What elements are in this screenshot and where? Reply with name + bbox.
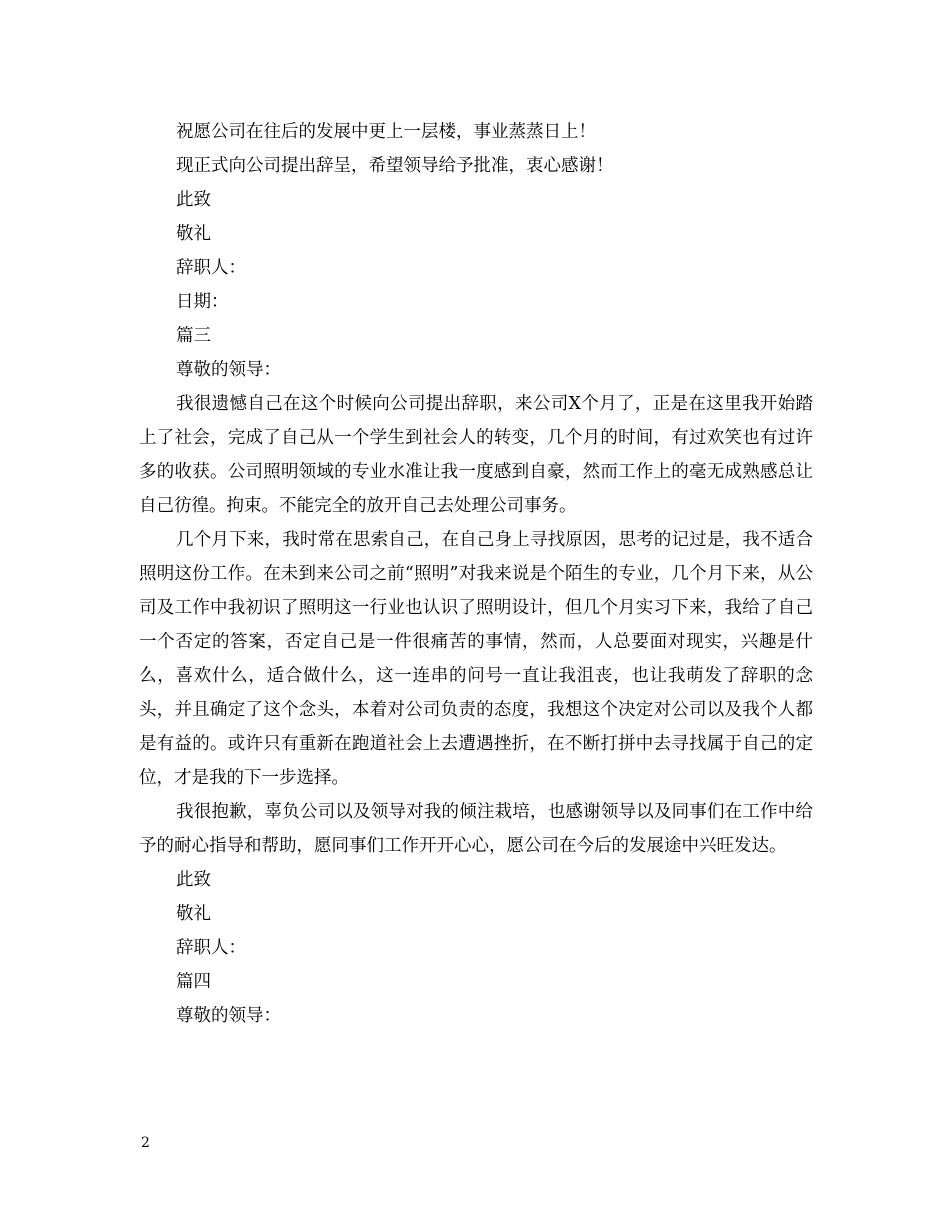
salutation-cizhi: 此致	[176, 190, 211, 210]
page-number: 2	[141, 1135, 150, 1151]
resigner-label: 辞职人：	[176, 938, 246, 958]
letter-body	[139, 115, 813, 1033]
section-heading-part4: 篇四	[176, 972, 211, 992]
date-label: 日期：	[176, 292, 229, 312]
body-paragraph: 我很遗憾自己在这个时候向公司提出辞职，来公司X个月了，正是在这里我开始踏上了社会，完成了自己从一个学生到社会人的转变，几个月的时间，有过欢笑也有过许多的收获。公司照明领域的专业水准让我一度感到自豪，然而工作上的毫无成熟感总让自己彷徨。拘束。不能完全的放开自己去处理公司事务。	[139, 394, 813, 516]
greeting-line: 尊敬的领导：	[176, 360, 281, 380]
salutation-cizhi: 此致	[176, 870, 211, 890]
resigner-label: 辞职人：	[176, 258, 246, 278]
salutation-jingli: 敬礼	[176, 224, 211, 244]
body-paragraph: 几个月下来，我时常在思索自己，在自己身上寻找原因，思考的记过是，我不适合照明这份工作。在未到来公司之前“照明”对我来说是个陌生的专业，几个月下来，从公司及工作中我初识了照明这一行业也认识了照明设计，但几个月实习下来，我给了自己一个否定的答案，否定自己是一件很痛苦的事情，然而，人总要面对现实，兴趣是什么，喜欢什么，适合做什么，这一连串的问号一直让我沮丧，也让我萌发了辞职的念头，并且确定了这个念头，本着对公司负责的态度，我想这个决定对公司以及我个人都是有益的。或许只有重新在跑道社会上去遭遇挫折，在不断打拼中去寻找属于自己的定位，才是我的下一步选择。	[139, 530, 813, 788]
section-heading-part3: 篇三	[176, 326, 211, 346]
salutation-jingli: 敬礼	[176, 904, 211, 924]
greeting-line: 尊敬的领导：	[176, 1006, 281, 1026]
resignation-request-line: 现正式向公司提出辞呈，希望领导给予批准，衷心感谢！	[176, 156, 614, 176]
closing-wish-line: 祝愿公司在往后的发展中更上一层楼，事业蒸蒸日上！	[176, 122, 596, 142]
body-paragraph: 我很抱歉，辜负公司以及领导对我的倾注栽培，也感谢领导以及同事们在工作中给予的耐心指导和帮助，愿同事们工作开开心心，愿公司在今后的发展途中兴旺发达。	[139, 802, 813, 856]
